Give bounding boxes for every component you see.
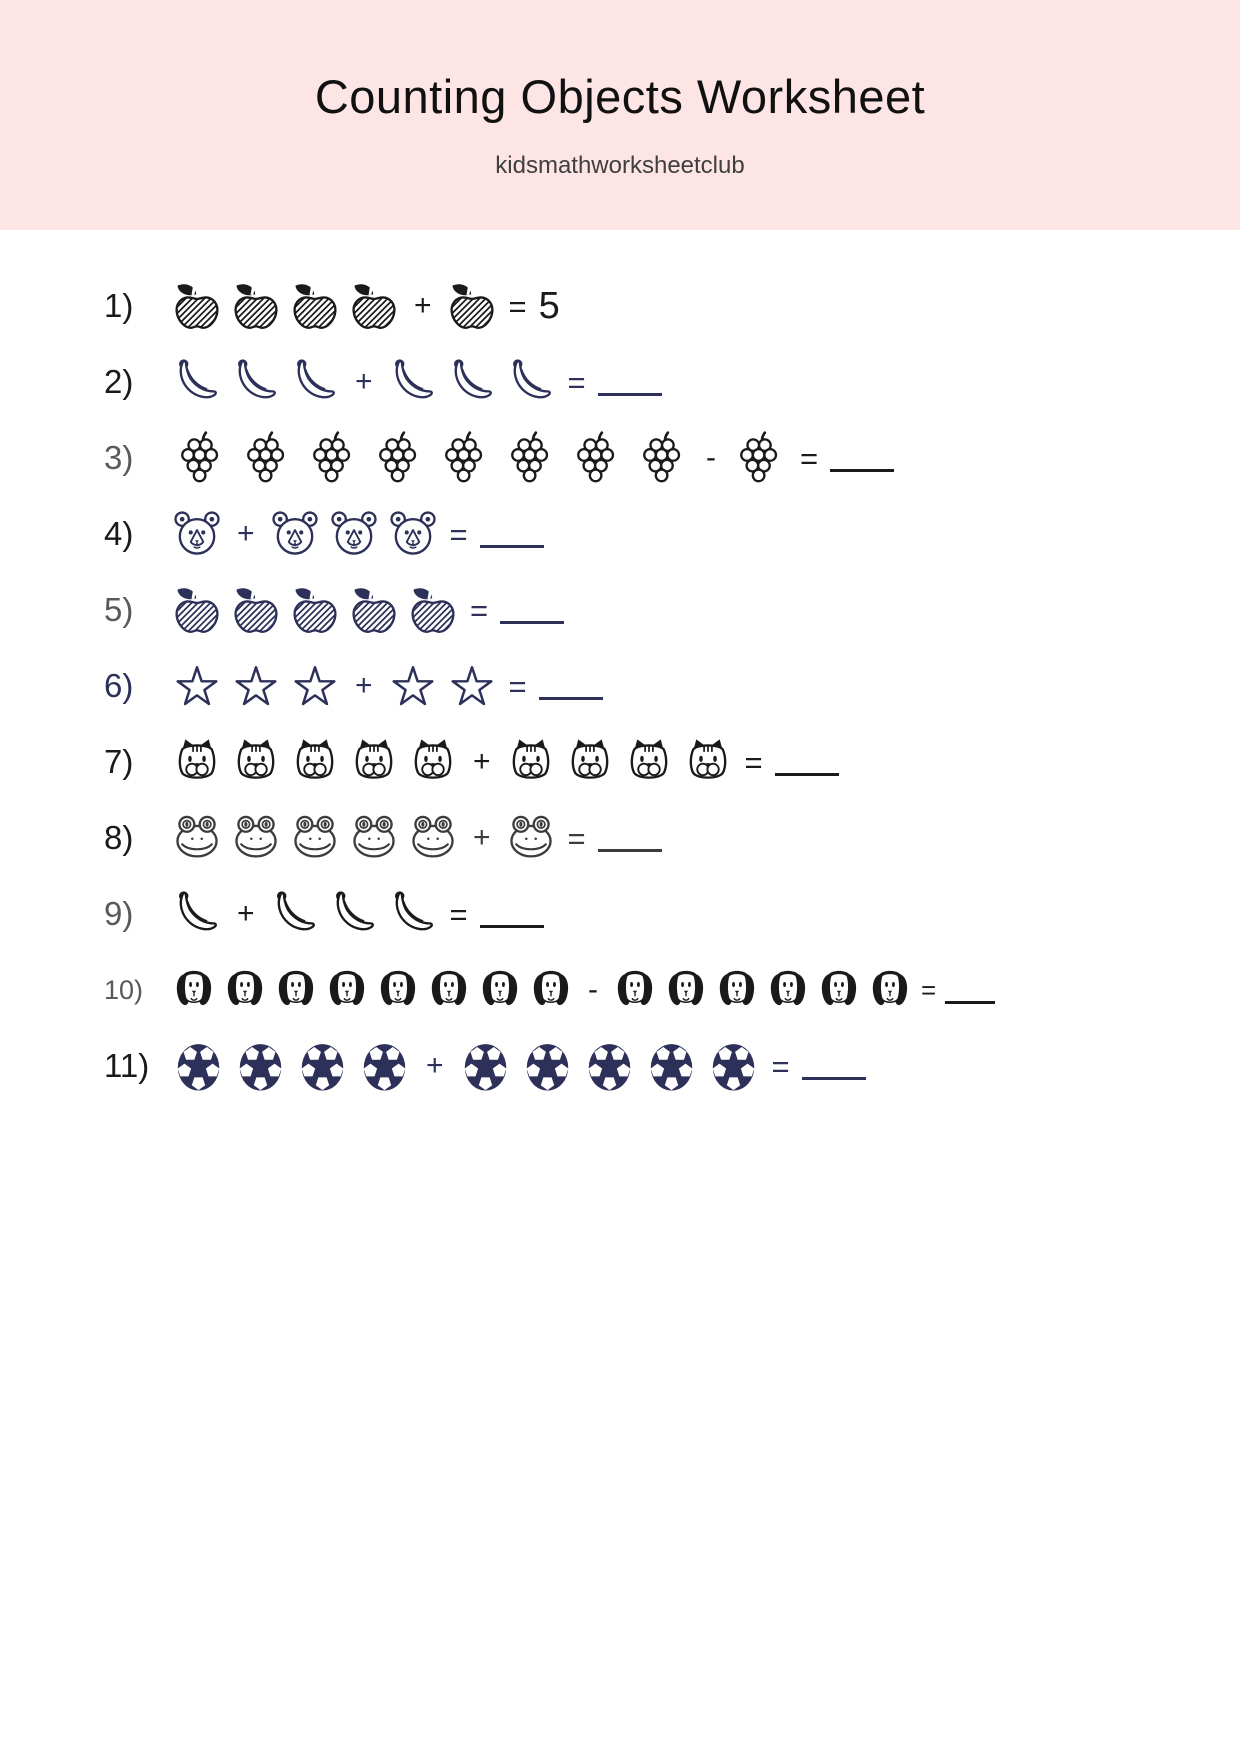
star-icon xyxy=(290,661,340,711)
icon-group xyxy=(447,281,497,331)
icon-groups xyxy=(172,509,438,559)
cat-icon xyxy=(565,737,615,787)
grapes-icon xyxy=(172,430,229,487)
equals-sign: = xyxy=(771,1048,790,1084)
problem-row xyxy=(104,800,1240,876)
icon-group xyxy=(172,968,573,1012)
plus-operator: + xyxy=(426,1049,444,1082)
dog-icon xyxy=(664,968,708,1012)
bear-icon xyxy=(172,509,222,559)
problem-number: 2) xyxy=(104,363,134,400)
answer-blank xyxy=(480,925,544,928)
frog-icon xyxy=(349,813,399,863)
icon-group xyxy=(506,737,733,787)
plus-operator: + xyxy=(473,821,491,854)
problem-row xyxy=(104,420,1240,496)
dog-icon xyxy=(172,968,216,1012)
answer-blank xyxy=(775,773,839,776)
equals-sign: = xyxy=(800,440,819,476)
icon-group xyxy=(172,1040,411,1093)
star-icon xyxy=(231,661,281,711)
grapes-icon xyxy=(238,430,295,487)
problem-row xyxy=(104,268,1240,344)
cat-icon xyxy=(231,737,281,787)
apple-icon xyxy=(290,585,340,635)
equals-sign: = xyxy=(567,364,586,400)
cat-icon xyxy=(408,737,458,787)
icon-groups xyxy=(172,585,458,635)
soccer-ball-icon xyxy=(358,1040,411,1093)
cat-icon xyxy=(349,737,399,787)
icon-group xyxy=(172,585,458,635)
answer-blank xyxy=(802,1077,866,1080)
soccer-ball-icon xyxy=(234,1040,287,1093)
dog-icon xyxy=(325,968,369,1012)
answer-blank xyxy=(830,469,894,472)
problem-row xyxy=(104,496,1240,572)
apple-icon xyxy=(290,281,340,331)
bear-icon xyxy=(329,509,379,559)
frog-icon xyxy=(408,813,458,863)
equals-sign: = xyxy=(744,744,763,780)
star-icon xyxy=(447,661,497,711)
icon-group xyxy=(172,813,458,863)
banana-icon xyxy=(329,889,379,939)
dog-icon xyxy=(529,968,573,1012)
plus-operator: + xyxy=(355,669,373,702)
dog-icon xyxy=(766,968,810,1012)
problem-row xyxy=(104,648,1240,724)
worksheet-header xyxy=(0,0,1240,230)
equals-sign: = xyxy=(508,288,527,324)
banana-icon xyxy=(447,357,497,407)
icon-groups xyxy=(172,357,556,407)
apple-icon xyxy=(172,585,222,635)
bear-icon xyxy=(270,509,320,559)
problem-number: 4) xyxy=(104,515,134,552)
cat-icon xyxy=(172,737,222,787)
icon-groups xyxy=(172,661,497,711)
problem-number: 3) xyxy=(104,439,134,476)
cat-icon xyxy=(290,737,340,787)
icon-group xyxy=(172,889,222,939)
frog-icon xyxy=(172,813,222,863)
soccer-ball-icon xyxy=(296,1040,349,1093)
star-icon xyxy=(172,661,222,711)
icon-groups xyxy=(172,430,788,487)
icon-group xyxy=(388,661,497,711)
dog-icon xyxy=(274,968,318,1012)
icon-group xyxy=(506,813,556,863)
answer-blank xyxy=(480,545,544,548)
site-name: kidsmathworksheetclub xyxy=(495,151,745,179)
page-title: Counting Objects Worksheet xyxy=(314,69,926,123)
plus-operator: + xyxy=(237,517,255,550)
icon-groups xyxy=(172,737,733,787)
problem-row xyxy=(104,1028,1240,1104)
dog-icon xyxy=(478,968,522,1012)
problem-list xyxy=(104,268,1240,1104)
equals-sign: = xyxy=(567,820,586,856)
soccer-ball-icon xyxy=(521,1040,574,1093)
grapes-icon xyxy=(304,430,361,487)
grapes-icon xyxy=(634,430,691,487)
icon-group xyxy=(172,357,340,407)
icon-group xyxy=(731,430,788,487)
problem-number: 7) xyxy=(104,743,134,780)
icon-groups xyxy=(172,813,556,863)
dog-icon xyxy=(613,968,657,1012)
minus-operator: - xyxy=(706,441,716,474)
dog-icon xyxy=(223,968,267,1012)
banana-icon xyxy=(270,889,320,939)
answer-blank xyxy=(500,621,564,624)
plus-operator: + xyxy=(473,745,491,778)
frog-icon xyxy=(231,813,281,863)
dog-icon xyxy=(427,968,471,1012)
icon-group xyxy=(270,509,438,559)
problem-number: 5) xyxy=(104,591,134,628)
plus-operator: + xyxy=(414,289,432,322)
dog-icon xyxy=(817,968,861,1012)
problem-number: 11) xyxy=(104,1047,150,1084)
soccer-ball-icon xyxy=(459,1040,512,1093)
grapes-icon xyxy=(731,430,788,487)
soccer-ball-icon xyxy=(172,1040,225,1093)
dog-icon xyxy=(376,968,420,1012)
grapes-icon xyxy=(370,430,427,487)
banana-icon xyxy=(506,357,556,407)
apple-icon xyxy=(447,281,497,331)
problem-number: 10) xyxy=(104,974,144,1005)
grapes-icon xyxy=(502,430,559,487)
equals-sign: = xyxy=(508,668,527,704)
grapes-icon xyxy=(568,430,625,487)
dog-icon xyxy=(868,968,912,1012)
answer-blank xyxy=(945,1001,995,1004)
icon-groups xyxy=(172,1040,760,1093)
cat-icon xyxy=(624,737,674,787)
frog-icon xyxy=(290,813,340,863)
answer-blank xyxy=(539,697,603,700)
icon-group xyxy=(613,968,912,1012)
problem-row xyxy=(104,724,1240,800)
icon-group xyxy=(172,509,222,559)
apple-icon xyxy=(349,281,399,331)
problem-number: 1) xyxy=(104,287,134,324)
soccer-ball-icon xyxy=(645,1040,698,1093)
banana-icon xyxy=(290,357,340,407)
icon-groups xyxy=(172,281,497,331)
apple-icon xyxy=(349,585,399,635)
minus-operator: - xyxy=(588,973,598,1006)
dog-icon xyxy=(715,968,759,1012)
answer: 5 xyxy=(538,285,560,327)
grapes-icon xyxy=(436,430,493,487)
equals-sign: = xyxy=(470,592,489,628)
apple-icon xyxy=(172,281,222,331)
frog-icon xyxy=(506,813,556,863)
apple-icon xyxy=(408,585,458,635)
icon-group xyxy=(270,889,438,939)
icon-groups xyxy=(172,889,438,939)
icon-group xyxy=(172,737,458,787)
star-icon xyxy=(388,661,438,711)
problem-row xyxy=(104,572,1240,648)
equals-sign: = xyxy=(921,975,937,1005)
problem-row xyxy=(104,876,1240,952)
icon-group xyxy=(459,1040,760,1093)
apple-icon xyxy=(231,281,281,331)
answer-blank xyxy=(598,849,662,852)
banana-icon xyxy=(388,889,438,939)
banana-icon xyxy=(388,357,438,407)
plus-operator: + xyxy=(355,365,373,398)
answer-blank xyxy=(598,393,662,396)
soccer-ball-icon xyxy=(583,1040,636,1093)
bear-icon xyxy=(388,509,438,559)
equals-sign: = xyxy=(449,896,468,932)
plus-operator: + xyxy=(237,897,255,930)
problem-number: 6) xyxy=(104,667,134,704)
problem-number: 8) xyxy=(104,819,134,856)
banana-icon xyxy=(172,357,222,407)
banana-icon xyxy=(231,357,281,407)
icon-group xyxy=(172,281,399,331)
icon-group xyxy=(172,661,340,711)
problem-number: 9) xyxy=(104,895,134,932)
equals-sign: = xyxy=(449,516,468,552)
cat-icon xyxy=(683,737,733,787)
cat-icon xyxy=(506,737,556,787)
icon-groups xyxy=(172,968,912,1012)
apple-icon xyxy=(231,585,281,635)
soccer-ball-icon xyxy=(707,1040,760,1093)
problem-row xyxy=(104,952,1240,1028)
icon-group xyxy=(172,430,691,487)
banana-icon xyxy=(172,889,222,939)
icon-group xyxy=(388,357,556,407)
problem-row xyxy=(104,344,1240,420)
